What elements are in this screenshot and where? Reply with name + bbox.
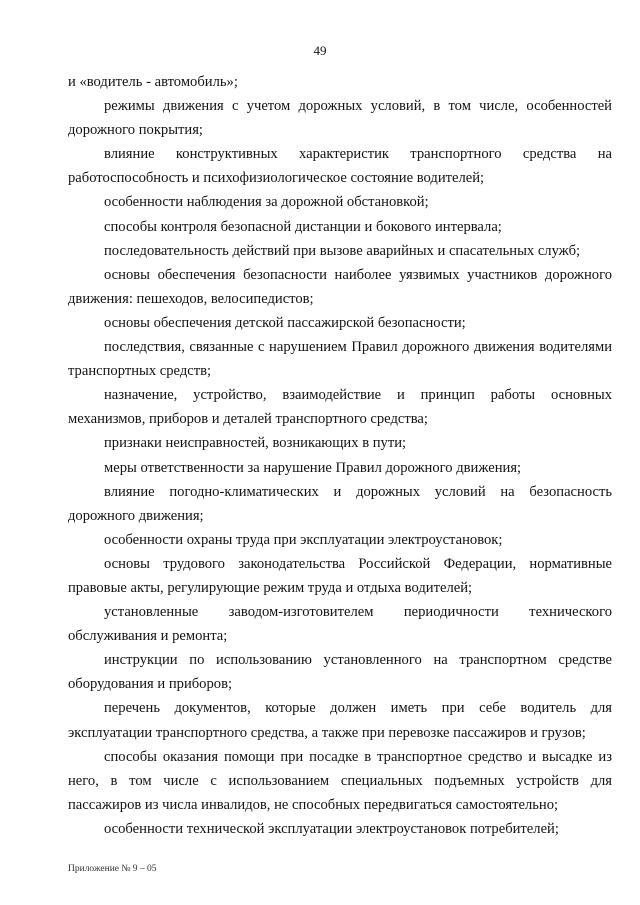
paragraph: режимы движения с учетом дорожных условий, в том числе, особенностей дорожного покрытия;: [68, 98, 612, 139]
paragraph: влияние погодно-климатических и дорожных условий на безопасность дорожного движения;: [68, 483, 612, 524]
paragraph: назначение, устройство, взаимодействие и принцип работы основных механизмов, приборов и деталей транспортного средства;: [68, 387, 612, 428]
paragraph: способы контроля безопасной дистанции и бокового интервала;: [104, 218, 502, 235]
paragraph: последовательность действий при вызове аварийных и спасательных служб;: [104, 242, 581, 259]
paragraph: основы обеспечения безопасности наиболее уязвимых участников дорожного движения: пешеходов, велосипедистов;: [68, 266, 612, 307]
paragraph: последствия, связанные с нарушением Правил дорожного движения водителями транспортных средств;: [68, 339, 612, 380]
paragraph: и «водитель - автомобиль»;: [68, 74, 238, 90]
paragraph: меры ответственности за нарушение Правил дорожного движения;: [104, 459, 522, 476]
paragraph: особенности технической эксплуатации электроустановок потребителей;: [104, 820, 559, 837]
paragraph: основы обеспечения детской пассажирской безопасности;: [104, 314, 466, 331]
paragraph: признаки неисправностей, возникающих в пути;: [104, 435, 407, 452]
paragraph: влияние конструктивных характеристик транспортного средства на работоспособность и психофизиологическое состояние водителей;: [68, 146, 612, 187]
page-footer: Приложение № 9 – 05: [68, 864, 157, 874]
page-number: 49: [313, 43, 327, 58]
paragraph: особенности наблюдения за дорожной обстановкой;: [104, 194, 429, 211]
paragraph: инструкции по использованию установленного на транспортном средстве оборудования и приборов;: [68, 652, 612, 693]
paragraph: установленные заводом-изготовителем периодичности технического обслуживания и ремонта;: [68, 604, 612, 645]
paragraph: способы оказания помощи при посадке в транспортное средство и высадке из него, в том числе с использованием специальных подъемных устройств для пассажиров из числа инвалидов, не способных передвигаться самостоятельно;: [68, 748, 612, 813]
document-body: [68, 70, 612, 841]
paragraph: основы трудового законодательства Российской Федерации, нормативные правовые акты, регулирующие режим труда и отдыха водителей;: [68, 555, 612, 596]
paragraph: особенности охраны труда при эксплуатации электроустановок;: [104, 531, 503, 548]
paragraph: перечень документов, которые должен иметь при себе водитель для эксплуатации транспортного средства, а также при перевозке пассажиров и грузов;: [68, 700, 612, 741]
